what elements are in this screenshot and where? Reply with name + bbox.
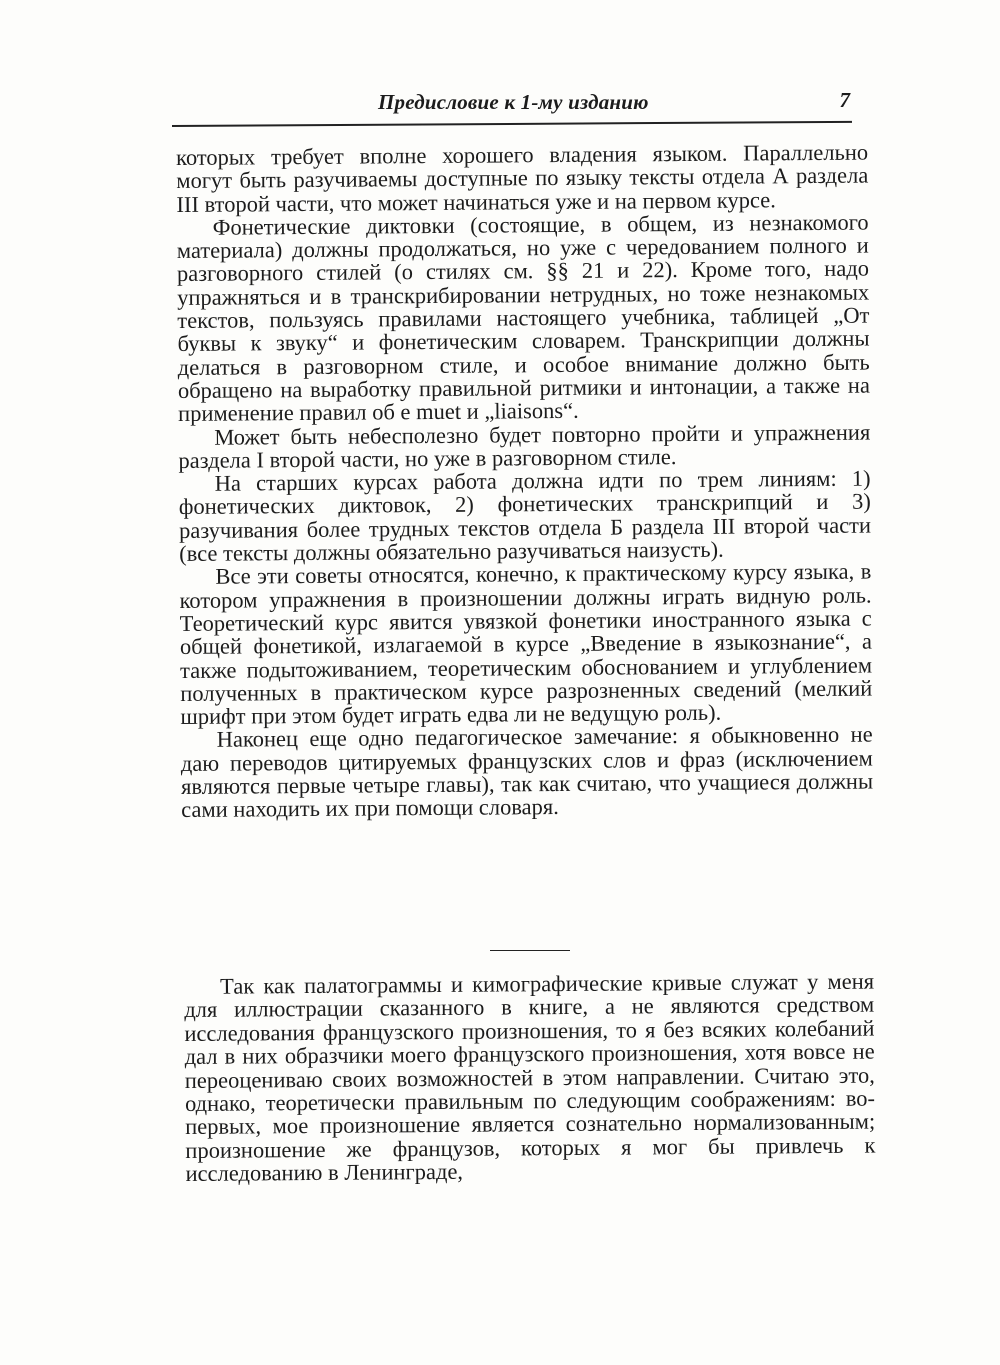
running-head (172, 88, 852, 124)
paragraph-pedagogical-note: Наконец еще одно педагогическое замечание: я обыкновенно не даю переводов цитируемых французских слов и фраз (исключением являются первые четыре главы), так как считаю, что учащиеся должны сами находить их при помощи словаря. (180, 721, 874, 823)
paragraph-palatograms: Так как палатограммы и кимографические кривые служат у меня для иллюстрации сказанного в книге, а не являются средством исследования французского произношения, то я без всяких колебаний дал в них образчики моего французского произношения, хотя вовсе не переоцениваю своих возможностей в этом направлении. Считаю это, однако, теоретически правильным по следующим соображениям: во-первых, мое произношение является сознательно нормализованным; произношение же французов, которых я мог бы привлечь к исследованию в Ленинграде, (184, 968, 876, 1187)
main-text (176, 141, 873, 822)
section-divider (490, 950, 570, 951)
paragraph-dictation: Фонетические диктовки (состоящие, в общем, из незнакомого материала) должны продолжаться, но уже с чередованием полного и разговорного стилей (о стилях см. §§ 21 и 22). Кроме того, надо упражняться и в транскрибировании нетрудных, но тоже незнакомых текстов, пользуясь правилами настоящего учебника, таблицей „От буквы к звуку“ и фонетическим словарем. Транскрипции должны делаться в разговорном стиле, и особое внимание должно быть обращено на выработку правильной ритмики и интонации, а также на применение правил об e muet и „liaisons“. (176, 209, 870, 427)
section-two-text (184, 970, 876, 1186)
paragraph-senior-courses: На старших курсах работа должна идти по трем линиям: 1) фонетических диктовок, 2) фонетических транскрипций и 3) разучивания более трудных текстов отдела Б раздела III второй части (все тексты должны обязательно разучиваться наизусть). (178, 465, 872, 567)
paragraph-repetition: Может быть небесполезно будет повторно пройти и упражнения раздела I второй части, но уже в разговорном стиле. (178, 419, 871, 473)
running-title: Предисловие к 1-му изданию (378, 90, 649, 114)
paragraph-practical-course: Все эти советы относятся, конечно, к практическому курсу языка, в котором упражнения в произношении должны играть видную роль. Теоретический курс явится увязкой фонетики иностранного языка с общей фонетикой, излагаемой в курсе „Введение в языкознание“, а также подытоживанием, теоретическим обоснованием и углублением полученных в практическом курсе разрозненных сведений (мелкий шрифт при этом будет играть едва ли не ведущую роль). (179, 558, 873, 730)
paragraph-continued: которых требует вполне хорошего владения языком. Параллельно могут быть разучиваемы доступные по языку тексты отдела А раздела III второй части, что может начинаться уже и на первом курсе. (175, 139, 869, 217)
page-number: 7 (839, 88, 850, 112)
